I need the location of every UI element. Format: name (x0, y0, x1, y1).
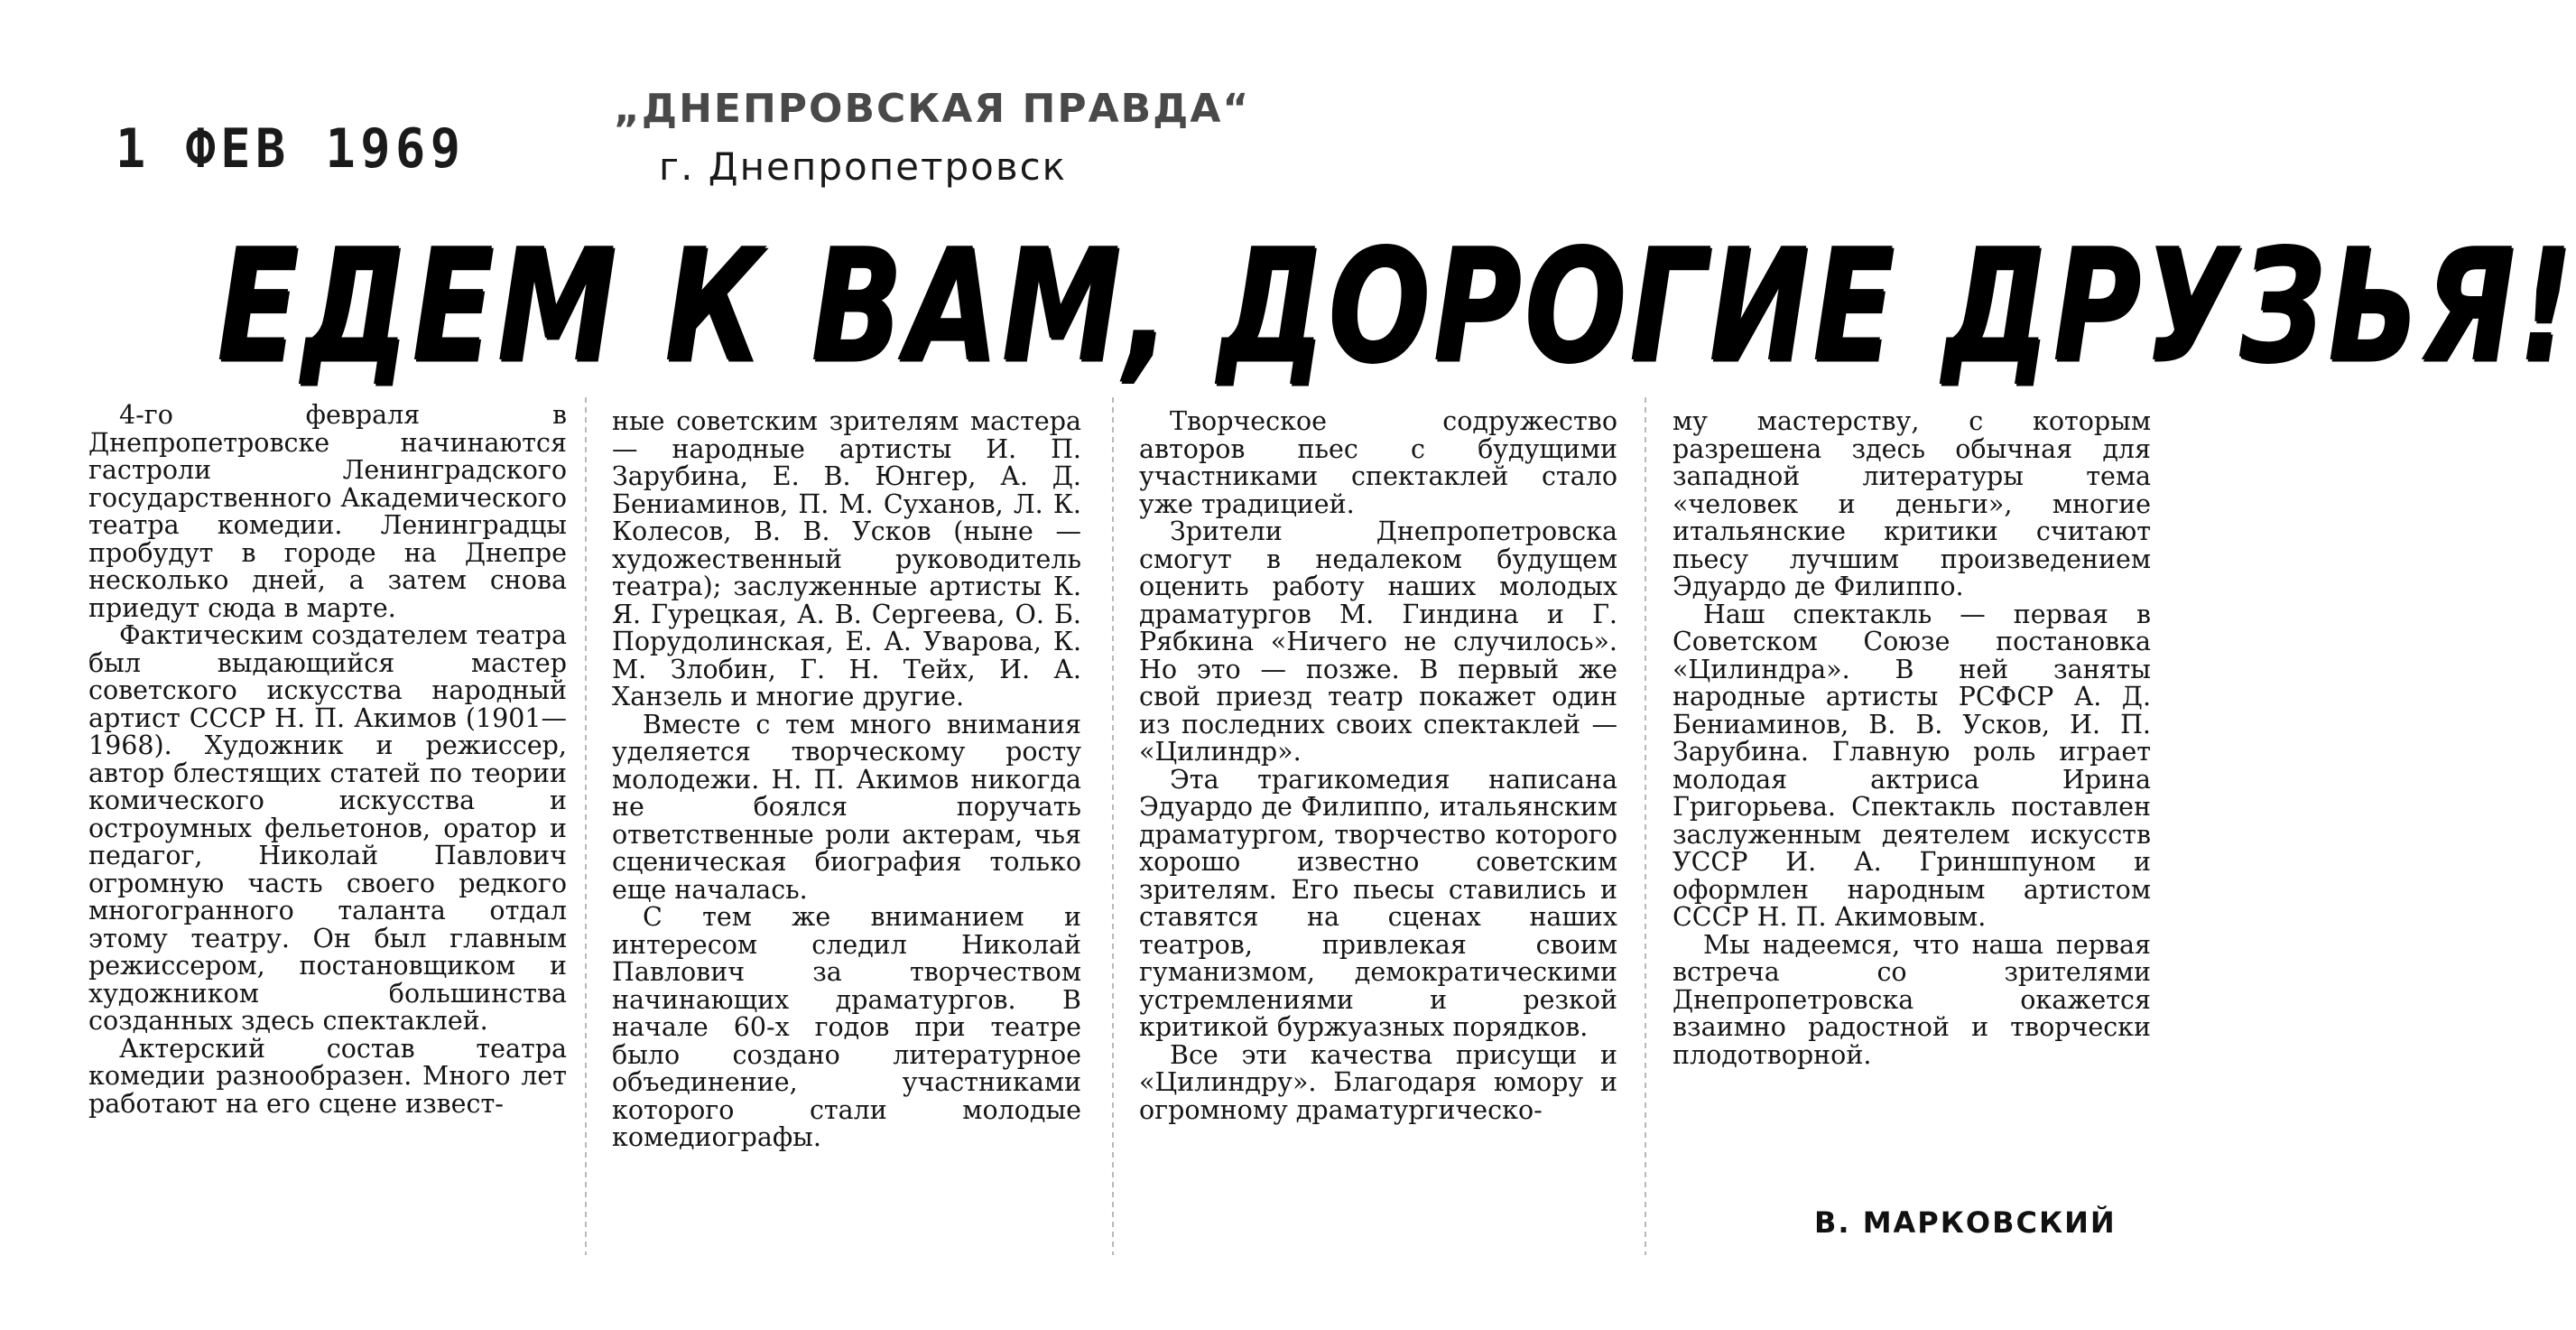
stamp-newspaper-name: „ДНЕПРОВСКАЯ ПРАВДА“ (614, 86, 1251, 132)
article-headline: ЕДЕМ К ВАМ, ДОРОГИЕ ДРУЗЬЯ! (217, 215, 2576, 397)
paragraph: Фактическим создателем театра был выдающийся мастер советского искусства народный артист СССР Н. П. Акимов (1901—1968). Художник и режиссер, автор блестящих статей по теории комического искусства и остроумных фельетонов, оратор и педагог, Николай Павлович огромную часть своего редкого многогранного таланта отдал этому театру. Он был главным режиссером, постановщиком и художником большинства созданных здесь спектаклей. (88, 620, 567, 1036)
paragraph: 4-го февраля в Днепропетровске начинаются гастроли Ленинградского государственного Академического театра комедии. Ленинградцы пробудут в городе на Днепре несколько дней, а затем снова приедут сюда в марте. (88, 400, 567, 623)
paragraph: Эта трагикомедия написана Эдуардо де Филиппо, итальянским драматургом, творчество которого хорошо известно советским зрителям. Его пьесы ставились и ставятся на сценах наших театров, привлекая своим гуманизмом, демократическими устремлениями и резкой критикой буржуазных порядков. (1139, 764, 1617, 1042)
paragraph: Зрители Днепропетровска смогут в недалеком будущем оценить работу наших молодых драматургов М. Гиндина и Г. Рябкина «Ничего не случилось». Но это — позже. В первый же свой приезд театр покажет один из последних своих спектаклей — «Цилиндр». (1139, 516, 1617, 767)
paragraph: С тем же вниманием и интересом следил Николай Павлович за творчеством начинающих драматургов. В начале 60-х годов при театре было создано литературное объединение, участниками которого стали молодые комедиографы. (612, 902, 1081, 1152)
stamp-date: 1 ФЕВ 1969 (116, 117, 466, 181)
column-divider (585, 397, 587, 1255)
author-signature: В. МАРКОВСКИЙ (1814, 1205, 2117, 1240)
article-column-1 (88, 402, 567, 1118)
column-divider (1112, 397, 1114, 1255)
paragraph: Вместе с тем много внимания уделяется творческому росту молодежи. Н. П. Акимов никогда не боялся поручать ответственные роли актерам, чья сценическая биография только еще началась. (612, 709, 1081, 905)
paragraph: Творческое содружество авторов пьес с будущими участниками спектаклей стало уже традицией. (1139, 406, 1617, 519)
article-column-4 (1673, 408, 2151, 1069)
article-column-2 (612, 408, 1081, 1152)
paragraph: Мы надеемся, что наша первая встреча со зрителями Днепропетровска окажется взаимно радостной и творчески плодотворной. (1673, 929, 2151, 1070)
paragraph: му мастерству, с которым разрешена здесь обычная для западной литературы тема «человек и деньги», многие итальянские критики считают пьесу лучшим произведением Эдуардо де Филиппо. (1673, 406, 2151, 601)
paragraph: Наш спектакль — первая в Советском Союзе постановка «Цилиндра». В ней заняты народные артисты РСФСР А. Д. Бениаминов, В. В. Усков, И. П. Зарубина. Главную роль играет молодая актриса Ирина Григорьева. Спектакль поставлен заслуженным деятелем искусств УССР И. А. Гриншпуном и оформлен народным артистом СССР Н. П. Акимовым. (1673, 599, 2151, 932)
stamp-city: г. Днепропетровск (659, 144, 1068, 189)
paragraph: ные советским зрителям мастера — народные артисты И. П. Зарубина, Е. В. Юнгер, А. Д. Бениаминов, П. М. Суханов, Л. К. Колесов, В. В. Усков (ныне — художественный руководитель театра); заслуженные артисты К. Я. Гурецкая, А. В. Сергеева, О. Б. Порудолинская, Е. А. Уварова, К. М. Злобин, Г. Н. Тейх, И. А. Ханзель и многие другие. (612, 406, 1081, 712)
paragraph: Все эти качества присущи и «Цилиндру». Благодаря юмору и огромному драматургическо- (1139, 1039, 1617, 1125)
paragraph: Актерский состав театра комедии разнообразен. Много лет работают на его сцене извест- (88, 1033, 567, 1119)
column-divider (1645, 397, 1646, 1255)
article-column-3 (1139, 408, 1617, 1124)
